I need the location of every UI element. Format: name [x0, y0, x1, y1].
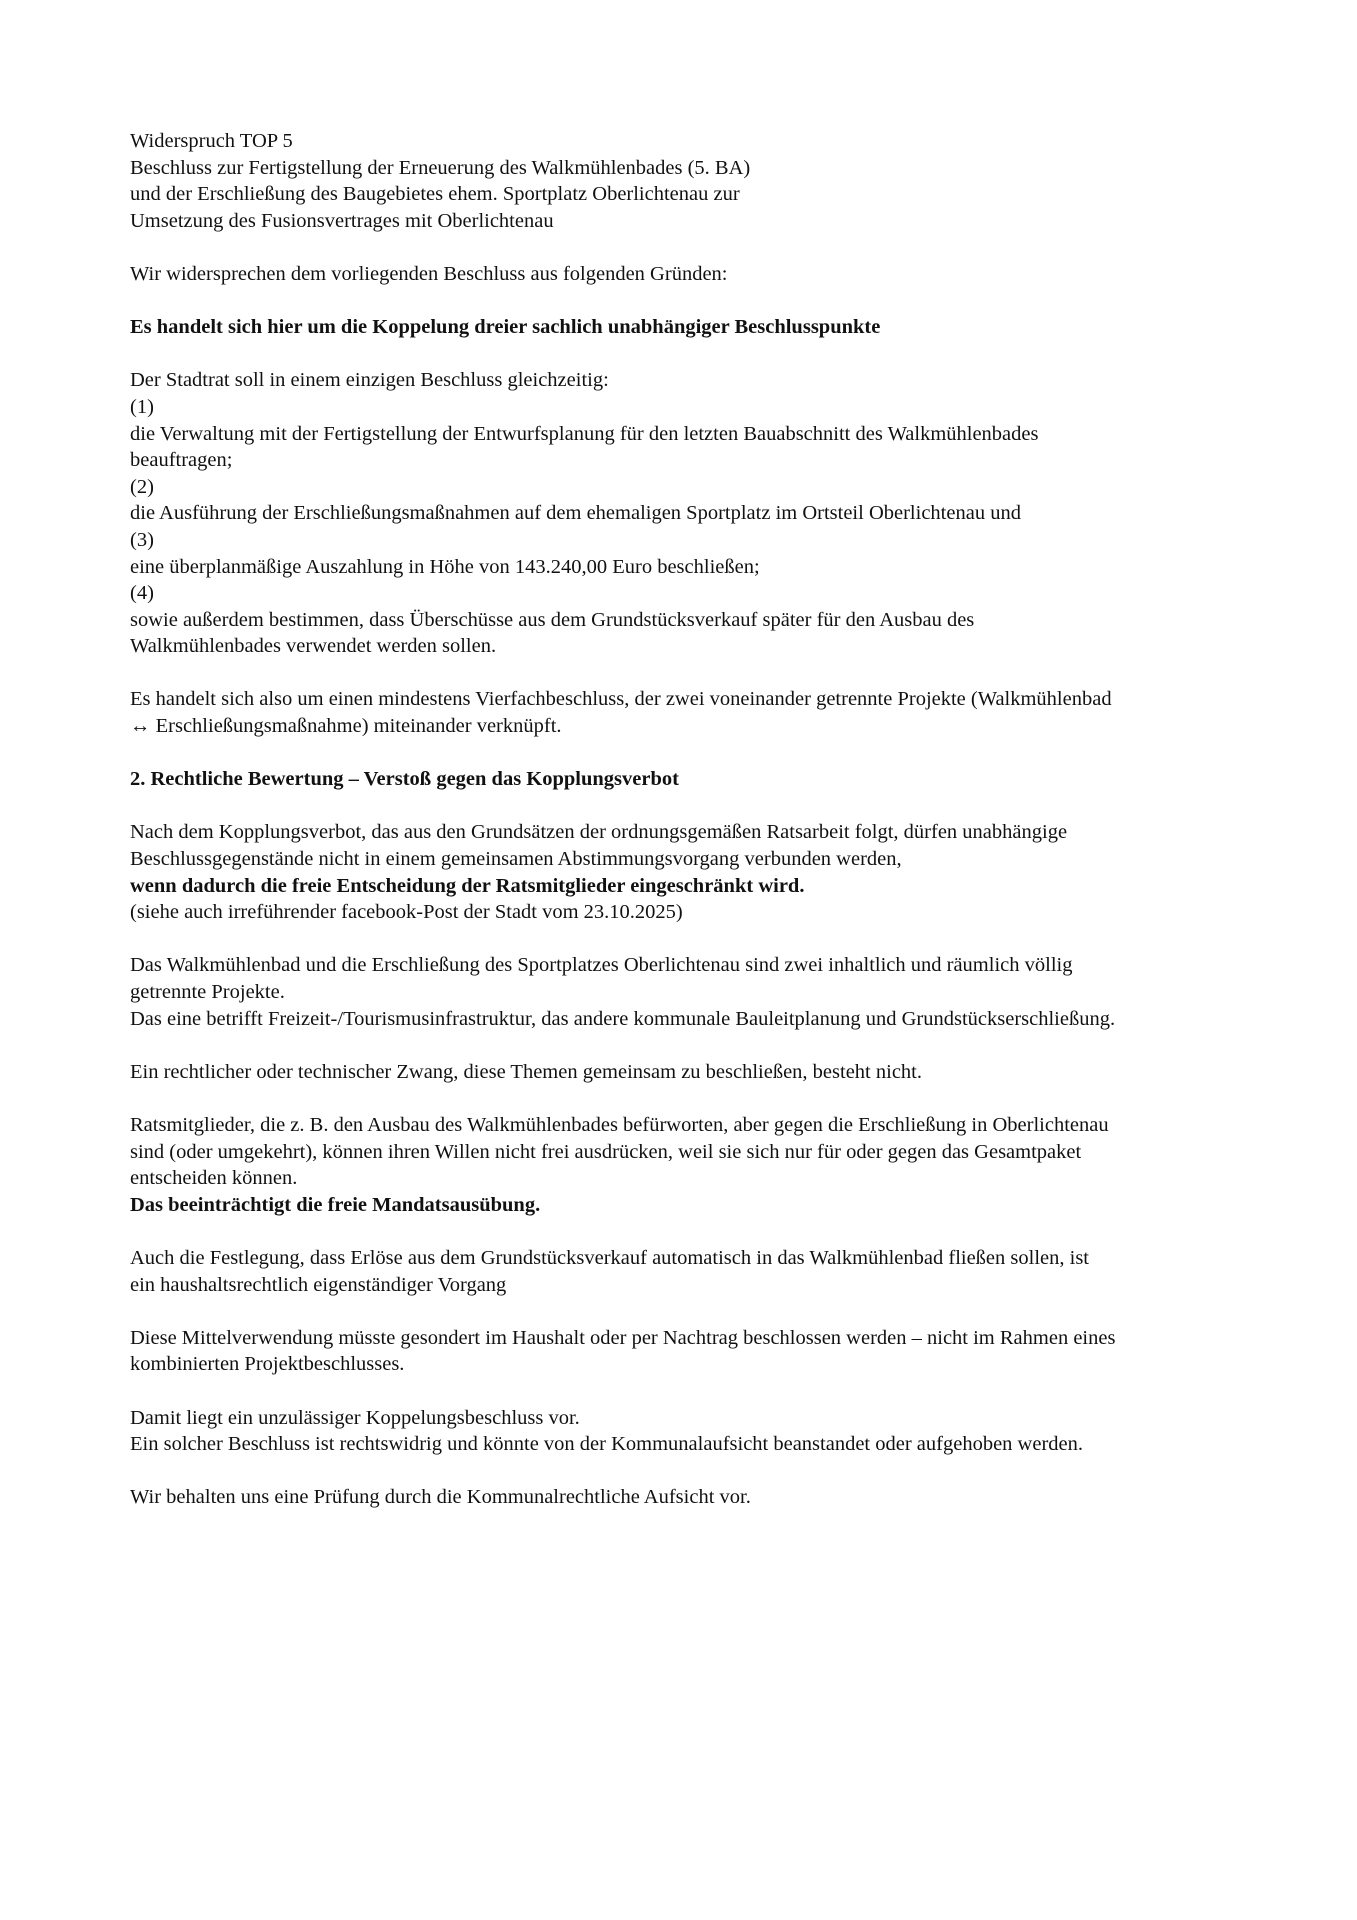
paragraph-line: Diese Mittelverwendung müsste gesondert im Haushalt oder per Nachtrag beschlossen werden – nicht im Rahmen eines: [130, 1326, 1116, 1349]
section2-heading: 2. Rechtliche Bewertung – Verstoß gegen das Kopplungsverbot: [130, 768, 679, 791]
item-text: die Ausführung der Erschließungsmaßnahmen auf dem ehemaligen Sportplatz im Ortsteil Oberlichtenau und: [130, 502, 1021, 525]
section1-lead: Der Stadtrat soll in einem einzigen Beschluss gleichzeitig:: [130, 369, 609, 392]
document-page: [130, 128, 1260, 1511]
summary-line: Es handelt sich also um einen mindestens Vierfachbeschluss, der zwei voneinander getrennte Projekte (Walkmühlenbad: [130, 688, 1112, 711]
paragraph-line: Das eine betrifft Freizeit-/Tourismusinfrastruktur, das andere kommunale Bauleitplanung und Grundstückserschließung.: [130, 1007, 1116, 1030]
emphasis-line: Das beeinträchtigt die freie Mandatsausübung.: [130, 1193, 541, 1216]
paragraph-line: Ein solcher Beschluss ist rechtswidrig und könnte von der Kommunalaufsicht beanstandet oder aufgehoben werden.: [130, 1433, 1083, 1456]
item-number: (4): [130, 582, 154, 605]
item-text: die Verwaltung mit der Fertigstellung der Entwurfsplanung für den letzten Bauabschnitt des Walkmühlenbades: [130, 422, 1039, 445]
item-text: eine überplanmäßige Auszahlung in Höhe von 143.240,00 Euro beschließen;: [130, 555, 760, 578]
note-line: (siehe auch irreführender facebook-Post der Stadt vom 23.10.2025): [130, 901, 683, 924]
emphasis-line: wenn dadurch die freie Entscheidung der Ratsmitglieder eingeschränkt wird.: [130, 874, 805, 897]
paragraph-line: getrennte Projekte.: [130, 981, 285, 1003]
subject-line: Umsetzung des Fusionsvertrages mit Oberlichtenau: [130, 209, 554, 232]
paragraph-line: Das Walkmühlenbad und die Erschließung des Sportplatzes Oberlichtenau sind zwei inhaltlich und räumlich völlig: [130, 954, 1073, 977]
item-text: Walkmühlenbades verwendet werden sollen.: [130, 635, 497, 658]
subject-line: und der Erschließung des Baugebietes ehem. Sportplatz Oberlichtenau zur: [130, 183, 740, 206]
subject-line: Beschluss zur Fertigstellung der Erneuerung des Walkmühlenbades (5. BA): [130, 156, 751, 179]
intro-paragraph: Wir widersprechen dem vorliegenden Beschluss aus folgenden Gründen:: [130, 262, 728, 285]
paragraph-line: Nach dem Kopplungsverbot, das aus den Grundsätzen der ordnungsgemäßen Ratsarbeit folgt, dürfen unabhängige: [130, 821, 1068, 844]
item-number: (2): [130, 475, 154, 498]
item-text: beauftragen;: [130, 449, 233, 472]
paragraph-line: sind (oder umgekehrt), können ihren Willen nicht frei ausdrücken, weil sie sich nur für oder gegen das Gesamtpaket: [130, 1140, 1082, 1163]
paragraph-line: Damit liegt ein unzulässiger Koppelungsbeschluss vor.: [130, 1406, 580, 1429]
item-text: sowie außerdem bestimmen, dass Überschüsse aus dem Grundstücksverkauf später für den Ausbau des: [130, 608, 975, 631]
document-title: Widerspruch TOP 5: [130, 130, 293, 152]
paragraph-line: ein haushaltsrechtlich eigenständiger Vorgang: [130, 1273, 507, 1296]
section1-heading: Es handelt sich hier um die Koppelung dreier sachlich unabhängiger Beschlusspunkte: [130, 316, 881, 339]
paragraph-line: entscheiden können.: [130, 1167, 298, 1190]
paragraph-line: Ein rechtlicher oder technischer Zwang, diese Themen gemeinsam zu beschließen, besteht nicht.: [130, 1060, 922, 1083]
item-number: (1): [130, 395, 154, 418]
summary-line: ↔ Erschließungsmaßnahme) miteinander verknüpft.: [130, 715, 562, 738]
closing-line: Wir behalten uns eine Prüfung durch die Kommunalrechtliche Aufsicht vor.: [130, 1486, 751, 1509]
paragraph-line: Ratsmitglieder, die z. B. den Ausbau des Walkmühlenbades befürworten, aber gegen die Erschließung in Oberlichtenau: [130, 1113, 1109, 1136]
item-number: (3): [130, 528, 154, 551]
paragraph-line: Auch die Festlegung, dass Erlöse aus dem Grundstücksverkauf automatisch in das Walkmühlenbad fließen sollen, ist: [130, 1246, 1089, 1269]
paragraph-line: Beschlussgegenstände nicht in einem gemeinsamen Abstimmungsvorgang verbunden werden,: [130, 848, 902, 871]
paragraph-line: kombinierten Projektbeschlusses.: [130, 1353, 405, 1376]
